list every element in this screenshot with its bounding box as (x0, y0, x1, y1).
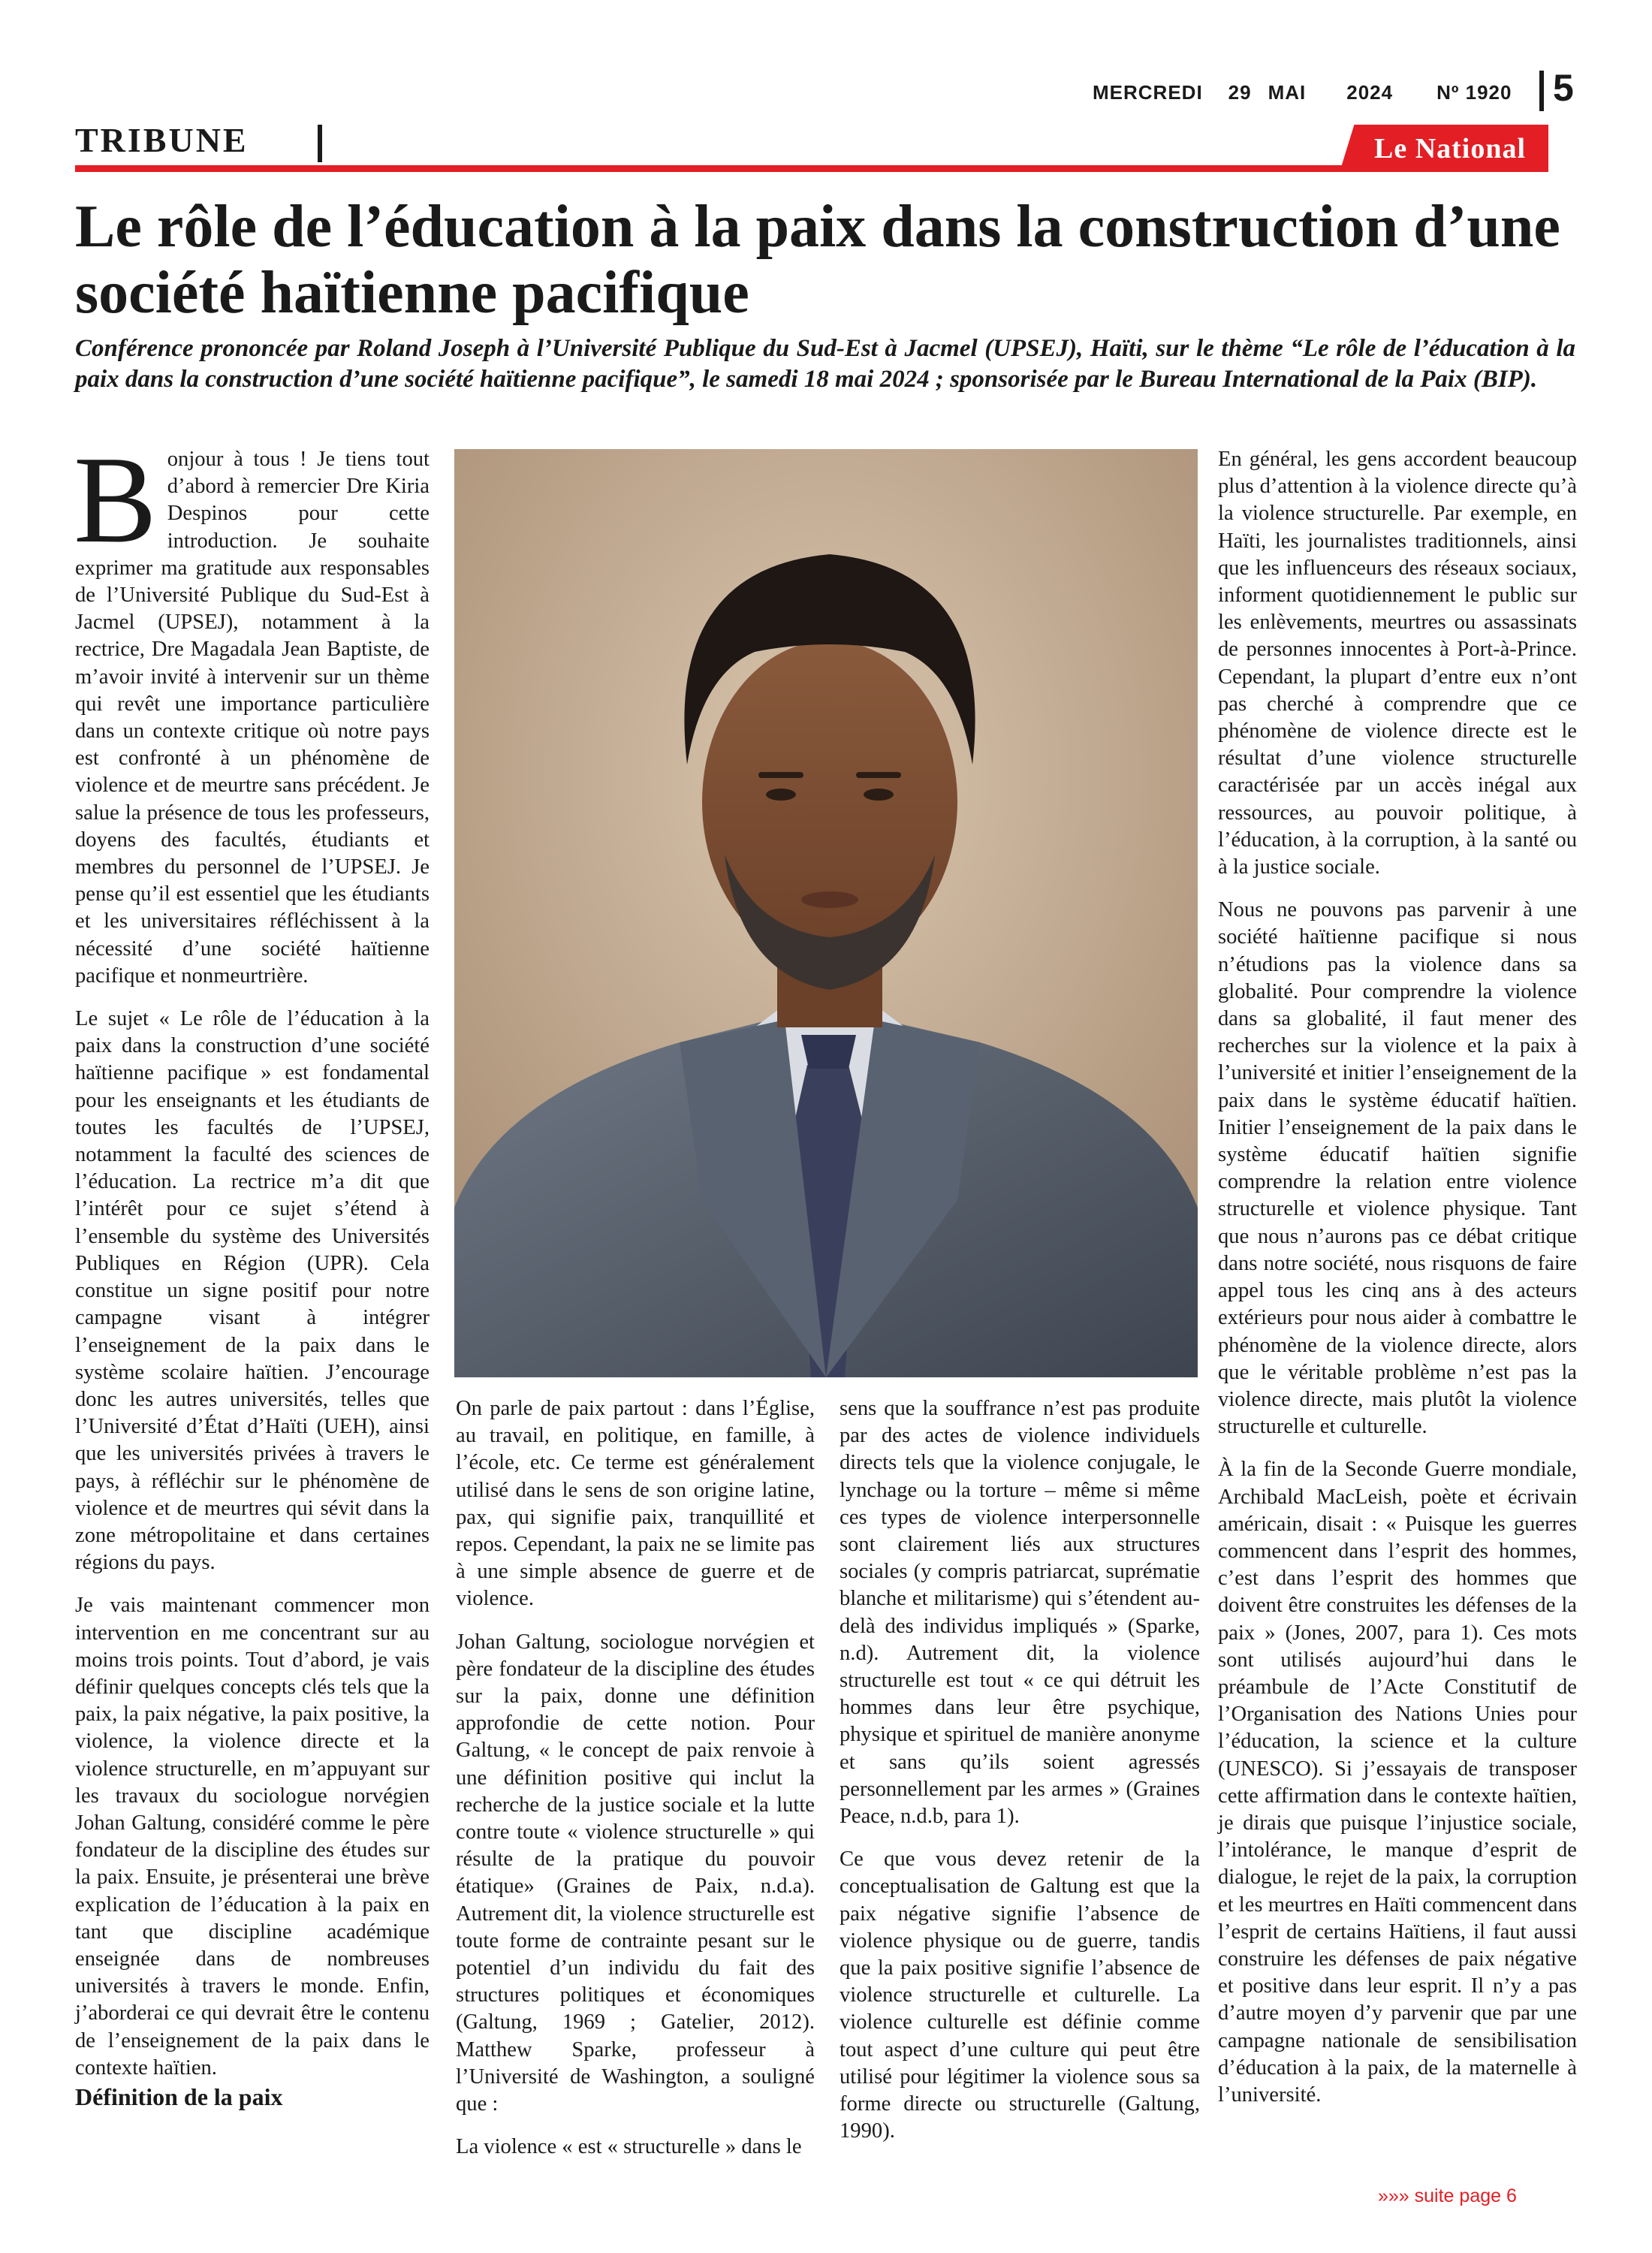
paragraph: La violence « est « structurelle » dans le (456, 2135, 802, 2159)
issue-date-line (1093, 81, 1512, 104)
paragraph: Je vais maintenant commencer mon intervention en me concentrant sur au moins trois points. Tout d’abord, je vais définir quelques concepts clés tels que la paix, la paix négative, la paix positive, la violence, la violence directe et la violence structurelle, en m’appuyant sur les travaux du sociologue norvégien Johan Galtung, considéré comme le père fondateur de la discipline des études sur la paix. Ensuite, je présenterai une brève explication de l’éducation à la paix en tant que discipline académique enseignée dans de nombreuses universités à travers le monde. Enfin, j’aborderai ce qui devrait être le contenu de l’enseignement de la paix dans le contexte haïtien. (75, 1594, 430, 2080)
column-4 (1218, 446, 1577, 2125)
issue-weekday: MERCREDI (1093, 81, 1203, 104)
section-divider (318, 125, 322, 162)
page-number: 5 (1553, 67, 1574, 109)
paragraph: Le sujet « Le rôle de l’éducation à la paix dans la construction d’une société haïtienne pacifique » est fondamental pour les enseignants et les étudiants de toutes les facultés de l’UPSEJ, notamment la faculté des sciences de l’éducation. La rectrice m’a dit que l’intérêt pour ce sujet s’étend à l’ensemble du système des Universités Publiques en Région (UPR). Cela constitue un signe positif pour notre campagne visant à intégrer l’enseignement de la paix dans le système scolaire haïtien. J’encourage donc les autres universités, telles que l’Université d’État d’Haïti (UEH), ainsi que les universités privées à travers le pays, à réfléchir sur le phénomène de violence et de meurtres qui sévit dans la zone métropolitaine et dans certaines régions du pays. (75, 1007, 430, 1575)
column-2 (456, 1395, 815, 2176)
continued-on-page-link[interactable]: »»» suite page 6 (1378, 2185, 1517, 2206)
paragraph: À la fin de la Seconde Guerre mondiale, Archibald MacLeish, poète et écrivain américain, disait : « Puisque les guerres commencent dans l’esprit des hommes, c’est dans l’esprit des hommes que doivent être construites les défenses de la paix » (Jones, 2007, para 1). Ces mots sont utilisés aujourd’hui dans le préambule de l’Acte Constitutif de l’Organisation des Nations Unies pour l’éducation, la science et la culture (UNESCO). Si j’essayais de transposer cette affirmation dans le contexte haïtien, je dirais que puisque l’injustice sociale, l’intolérance, le manque d’esprit de dialogue, le rejet de la paix, la corruption et les meurtres en Haïti commencent dans l’esprit de certains Haïtiens, il faut aussi construire les défenses de paix négative et positive dans leur esprit. Il n’y a pas d’autre moyen d’y parvenir que par une campagne nationale de sensibilisation d’éducation à la paix, de la maternelle à l’université. (1218, 1458, 1577, 2107)
column-1 (74, 430, 430, 2098)
paragraph: On parle de paix partout : dans l’Église, au travail, en politique, en famille, à l’école, etc. Ce terme est généralement utilisé dans le sens de son origine latine, pax, qui signifie paix, tranquillité et repos. Cependant, la paix ne se limite pas à une simple absence de guerre et de violence. (456, 1397, 815, 1611)
author-portrait-photo (454, 449, 1198, 1377)
paragraph: En général, les gens accordent beaucoup plus d’attention à la violence directe qu’à la violence structurelle. Par exemple, en Haïti, les journalistes traditionnels, ainsi que les influenceurs des réseaux sociaux, informent quotidiennement le public sur les enlèvements, meurtres ou assassinats de personnes innocentes à Port-à-Prince. Cependant, la plupart d’entre eux n’ont pas cherché à comprendre que ce phénomène de violence directe est le résultat d’une violence structurelle caractérisée par un accès inégal aux ressources, au pouvoir politique, à l’éducation, à la corruption, à la santé ou à la justice sociale. (1218, 448, 1577, 879)
article-subtitle: Conférence prononcée par Roland Joseph à l’Université Publique du Sud-Est à Jacmel (UPSEJ), Haïti, sur le thème “Le rôle de l’éducation à la paix dans la construction d’une société haïtienne pacifique”, le samedi 18 mai 2024 ; sponsorisée par le Bureau International de la Paix (BIP). (75, 335, 1575, 393)
paragraph: Johan Galtung, sociologue norvégien et père fondateur de la discipline des études sur la paix, donne une définition approfondie de cette notion. Pour Galtung, « le concept de paix renvoie à une définition positive qui inclut la recherche de la justice sociale et la lutte contre toute « violence structurelle » qui résulte de la pratique du pouvoir étatique» (Graines de Paix, n.d.a). Autrement dit, la violence structurelle est toute forme de contrainte pesant sur le potentiel d’un individu du fait des structures politiques et économiques (Galtung, 1969 ; Gatelier, 2012). Matthew Sparke, professeur à l’Université de Washington, a souligné que : (456, 1630, 815, 2116)
section-heading: Définition de la paix (75, 2083, 283, 2110)
paragraph: Ce que vous devez retenir de la conceptualisation de Galtung est que la paix négative signifie l’absence de violence physique ou de guerre, tandis que la paix positive signifie l’absence de violence structurelle et culturelle. La violence culturelle est définie comme tout aspect d’une culture qui peut être utilisé pour légitimer la violence sous sa forme directe ou structurelle (Galtung, 1990). (840, 1847, 1200, 2143)
column-3 (840, 1395, 1200, 2161)
paragraph: Nous ne pouvons pas parvenir à une société haïtienne pacifique si nous n’étudions pas la violence dans sa globalité. Pour comprendre la violence dans sa globalité, il faut mener des recherches sur la violence et la paix à l’université et initier l’enseignement de la paix dans le système éducatif haïtien. Initier l’enseignement de la paix dans le système éducatif haïtien signifie comprendre la relation entre violence structurelle et violence physique. Tant que nous n’aurons pas ce débat critique dans notre société, nous risquons de faire appel tous les cinq ans à des acteurs extérieurs pour nous aider à combattre le phénomène de la violence directe, alors que le véritable problème n’est pas la violence directe, mais plutôt la violence structurelle et culturelle. (1218, 898, 1577, 1439)
paragraph: sens que la souffrance n’est pas produite par des actes de violence individuels directs tels que la violence conjugale, le lynchage ou la torture – même si même ces types de violence interpersonnelle sont clairement liés aux structures sociales (y compris patriarcat, suprématie blanche et militarisme) qui s’étendent au-delà des individus impliqués » (Sparke, n.d). Autrement dit, la violence structurelle est tout « ce qui détruit les hommes dans leur être psychique, physique et spirituel de manière anonyme et sans qu’ils soient agressés personnellement par les armes » (Graines Peace, n.d.b, para 1). (840, 1397, 1200, 1829)
article-title: Le rôle de l’éducation à la paix dans la construction d’une société haïtienne pacifique (75, 194, 1560, 326)
paragraph-text: onjour à tous ! Je tiens tout d’abord à remercier Dre Kiria Despinos pour cette introduction. Je souhaite exprimer ma gratitude aux responsables de l’Université Publique du Sud-Est à Jacmel (UPSEJ), notamment à la rectrice, Dre Magadala Jean Baptiste, de m’avoir invité à intervenir sur un thème qui revêt une importance particulière dans un contexte critique où notre pays est confronté à un phénomène de violence et de meurtre sans précédent. Je salue la présence de tous les professeurs, doyens des facultés, étudiants et membres du personnel de l’UPSEJ. Je pense qu’il est essentiel que les étudiants et les universitaires réfléchissent à la nécessité d’une société haïtienne pacifique et nonmeurtrière. (75, 448, 430, 988)
drop-cap: B (74, 430, 157, 569)
issue-day: 29 (1228, 81, 1252, 104)
page-number-divider (1539, 71, 1544, 111)
header-rule (75, 165, 1548, 172)
issue-number: Nº 1920 (1436, 81, 1512, 104)
section-label: TRIBUNE (75, 121, 249, 159)
paragraph (74, 430, 430, 990)
issue-year: 2024 (1346, 81, 1394, 104)
issue-month: MAI (1268, 81, 1307, 104)
brand-name: Le National (1374, 133, 1527, 164)
